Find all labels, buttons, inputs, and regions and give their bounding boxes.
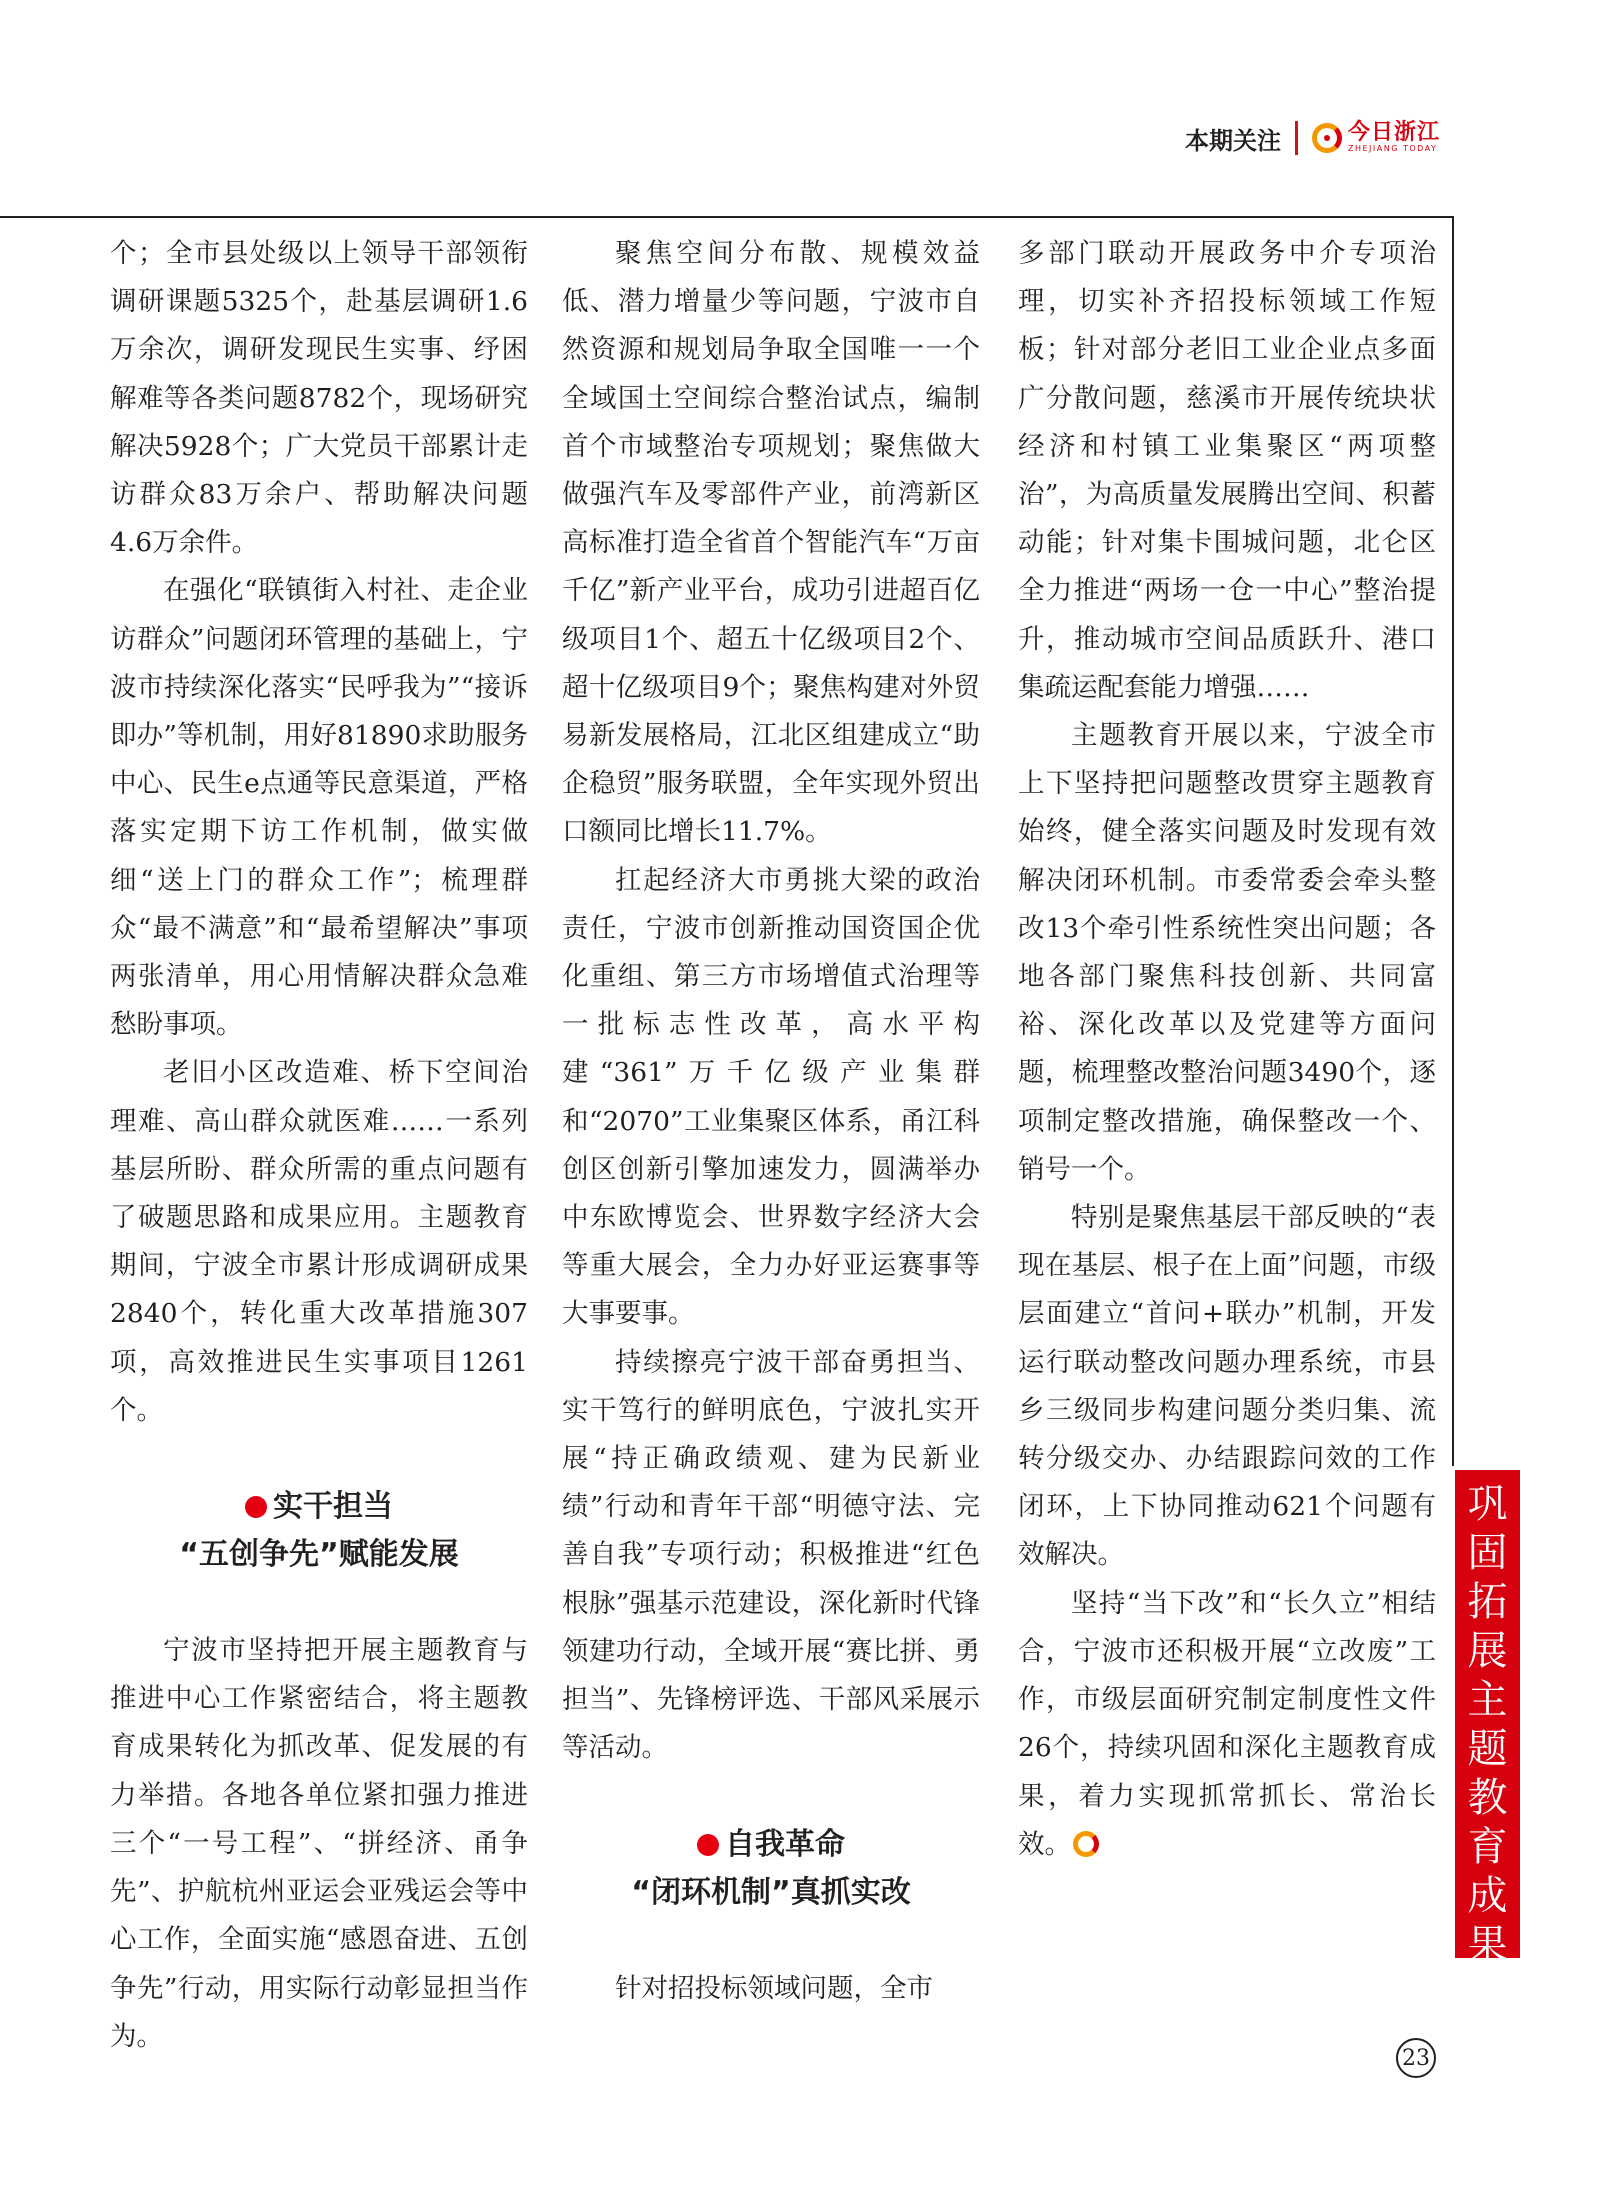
sidebar-char: 固 bbox=[1467, 1530, 1508, 1576]
paragraph: 个；全市县处级以上领导干部领衔调研课题5325个，赴基层调研1.6万余次，调研发现民生实事、纾困解难等各类问题8782个，现场研究解决5928个；广大党员干部累计走访群众83万余户、帮助解决问题4.6万余件。 bbox=[110, 238, 528, 559]
sidebar-char: 题 bbox=[1467, 1726, 1508, 1772]
sidebar-char: 展 bbox=[1467, 1628, 1508, 1674]
section-heading bbox=[110, 1483, 528, 1531]
paragraph: 针对招投标领域问题，全市 bbox=[615, 1972, 933, 2004]
red-dot-icon bbox=[697, 1834, 719, 1856]
end-mark-icon bbox=[1073, 1831, 1099, 1857]
magazine-logo bbox=[1312, 122, 1440, 154]
paragraph: 持续擦亮宁波干部奋勇担当、实干笃行的鲜明底色，宁波扎实开展“持正确政绩观、建为民新业绩”行动和青年干部“明德守法、完善自我”专项行动；积极推进“红色根脉”强基示范建设，深化新时代锋领建功行动，全域开展“赛比拼、勇担当”、先锋榜评选、干部风采展示等活动。 bbox=[562, 1346, 980, 1764]
topic-sidebar bbox=[1455, 1470, 1520, 1968]
section-heading-title: “闭环机制”真抓实改 bbox=[631, 1874, 911, 1910]
page-number: 23 bbox=[1396, 2038, 1436, 2078]
paragraph: 主题教育开展以来，宁波全市上下坚持把问题整改贯穿主题教育始终，健全落实问题及时发现有效解决闭环机制。市委常委会牵头整改13个牵引性系统性突出问题；各地各部门聚焦科技创新、共同富裕、深化改革以及党建等方面问题，梳理整改整治问题3490个，逐项制定整改措施，确保整改一个、销号一个。 bbox=[1018, 720, 1436, 1185]
paragraph: 聚焦空间分布散、规模效益低、潜力增量少等问题，宁波市自然资源和规划局争取全国唯一一个全域国土空间综合整治试点，编制首个市域整治专项规划；聚焦做大做强汽车及零部件产业，前湾新区高标准打造全省首个智能汽车“万亩千亿”新产业平台，成功引进超百亿级项目1个、超五十亿级项目2个、超十亿级项目9个；聚焦构建对外贸易新发展格局，江北区组建成立“助企稳贸”服务联盟，全年实现外贸出口额同比增长11.7%。 bbox=[562, 238, 980, 848]
paragraph: 扛起经济大市勇挑大梁的政治责任，宁波市创新推动国资国企优化重组、第三方市场增值式治理等一批标志性改革，高水平构建“361”万千亿级产业集群和“2070”工业集聚区体系，甬江科创区创新引擎加速发力，圆满举办中东欧博览会、世界数字经济大会等重大展会，全力办好亚运赛事等大事要事。 bbox=[562, 864, 980, 1330]
paragraph: 多部门联动开展政务中介专项治理，切实补齐招投标领域工作短板；针对部分老旧工业企业点多面广分散问题，慈溪市开展传统块状经济和村镇工业集聚区“两项整治”，为高质量发展腾出空间、积蓄动能；针对集卡围城问题，北仑区全力推进“两场一仓一中心”整治提升，推动城市空间品质跃升、港口集疏运配套能力增强…… bbox=[1018, 238, 1436, 703]
paragraph: 特别是聚焦基层干部反映的“表现在基层、根子在上面”问题，市级层面建立“首问+联办”机制，开发运行联动整改问题办理系统，市县乡三级同步构建问题分类归集、流转分级交办、办结跟踪问效的工作闭环，上下协同推动621个问题有效解决。 bbox=[1018, 1202, 1436, 1571]
sidebar-char: 果 bbox=[1467, 1922, 1508, 1968]
logo-text bbox=[1348, 122, 1440, 154]
logo-chinese: 今日浙江 bbox=[1347, 120, 1440, 145]
paragraph: 宁波市坚持把开展主题教育与推进中心工作紧密结合，将主题教育成果转化为抓改革、促发展的有力举措。各地各单位紧扣强力推进三个“一号工程”、“拼经济、甬争先”、护航杭州亚运会亚残运会等中心工作，全面实施“感恩奋进、五创争先”行动，用实际行动彰显担当作为。 bbox=[110, 1635, 528, 2052]
magazine-logo-icon bbox=[1312, 123, 1342, 153]
paragraph-text: 坚持“当下改”和“长久立”相结合，宁波市还积极开展“立改废”工作，市级层面研究制定制度性文件26个，持续巩固和深化主题教育成果，着力实现抓常抓长、常治长效。 bbox=[1018, 1587, 1436, 1860]
paragraph: 在强化“联镇街入村社、走企业访群众”问题闭环管理的基础上，宁波市持续深化落实“民呼我为”“接诉即办”等机制，用好81890求助服务中心、民生e点通等民意渠道，严格落实定期下访工作机制，做实做细“送上门的群众工作”；梳理群众“最不满意”和“最希望解决”事项两张清单，用心用情解决群众急难愁盼事项。 bbox=[110, 575, 528, 1041]
frame-right-rule bbox=[1452, 216, 1454, 1466]
page-header bbox=[1185, 112, 1440, 164]
paragraph: 老旧小区改造难、桥下空间治理难、高山群众就医难……一系列基层所盼、群众所需的重点问题有了破题思路和成果应用。主题教育期间，宁波全市累计形成调研成果2840个，转化重大改革措施307项，高效推进民生实事项目1261个。 bbox=[110, 1057, 528, 1426]
heading-label: 自我革命 bbox=[725, 1826, 845, 1862]
sidebar-char: 巩 bbox=[1467, 1481, 1508, 1527]
sidebar-char: 主 bbox=[1467, 1677, 1508, 1723]
frame-top-rule bbox=[0, 216, 1454, 218]
sidebar-char: 拓 bbox=[1467, 1579, 1508, 1625]
column-3 bbox=[1018, 230, 1436, 1869]
sidebar-char: 成 bbox=[1467, 1873, 1508, 1919]
logo-english: ZHEJIANG TODAY bbox=[1347, 144, 1438, 153]
column-1 bbox=[110, 230, 528, 2061]
red-dot-icon bbox=[245, 1496, 267, 1518]
heading-label: 实干担当 bbox=[273, 1489, 393, 1525]
section-heading-title: “五创争先”赋能发展 bbox=[179, 1537, 459, 1573]
section-title: 本期关注 bbox=[1184, 126, 1281, 155]
paragraph bbox=[1018, 1580, 1436, 1869]
section-heading bbox=[562, 1821, 980, 1869]
sidebar-char: 教 bbox=[1467, 1775, 1508, 1821]
sidebar-char: 育 bbox=[1467, 1824, 1508, 1870]
header-divider bbox=[1295, 121, 1298, 155]
column-2 bbox=[562, 230, 980, 2013]
